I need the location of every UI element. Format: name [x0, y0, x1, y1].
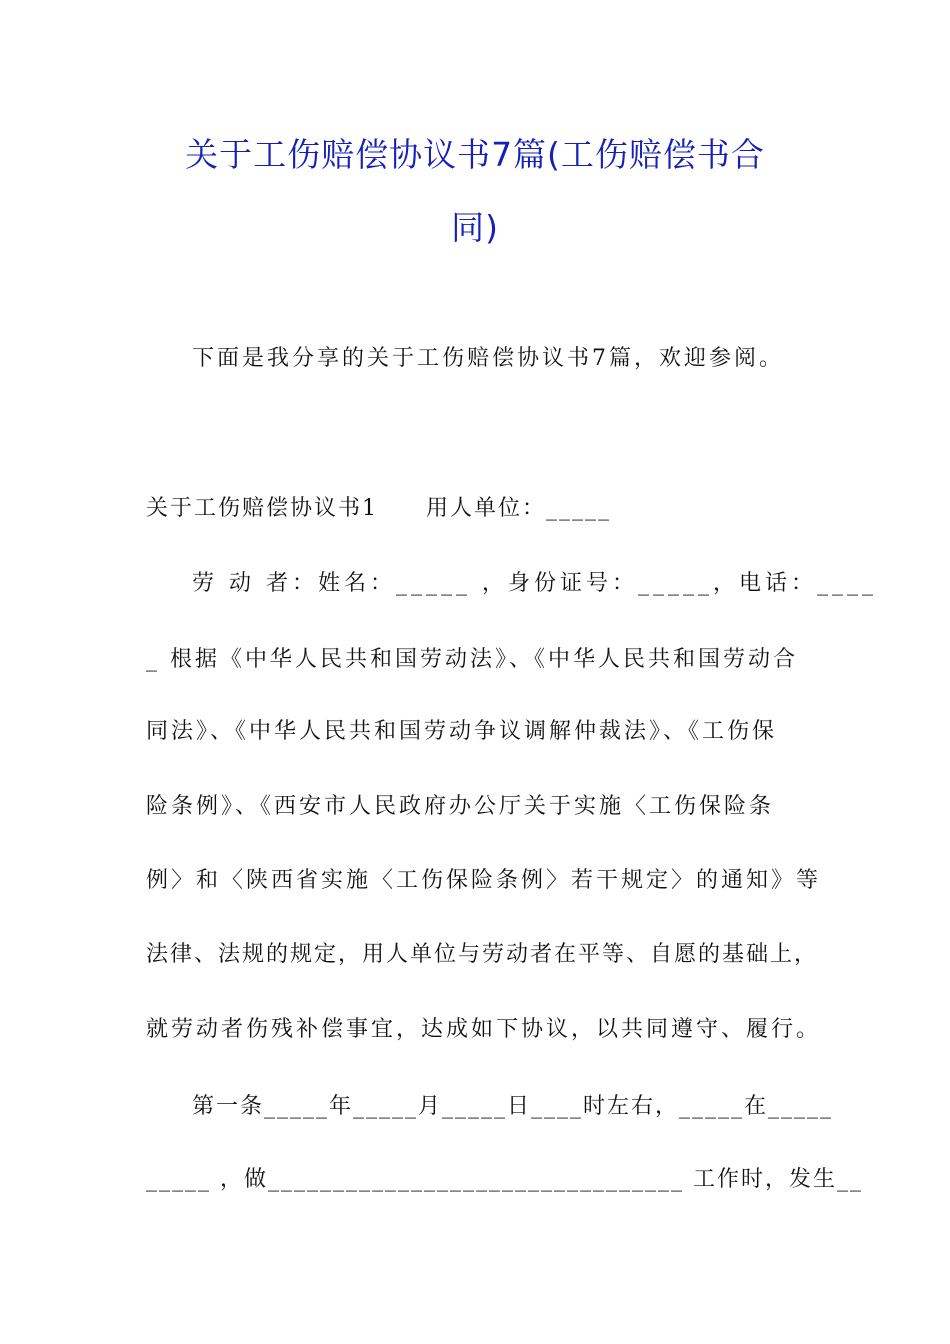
document-title-line-1: 关于工伤赔偿协议书7篇(工伤赔偿书合: [185, 135, 765, 174]
body-text-line: 同法》、《中华人民共和国劳动争议调解仲裁法》、《工伤保: [146, 719, 778, 744]
article-one-continuation-line: _____ ，做________________________________ 工作时，发生__: [146, 1167, 863, 1192]
agreement-heading-line: 关于工伤赔偿协议书1 用人单位：_____: [146, 496, 611, 521]
body-text-line: 例〉和〈陕西省实施〈工伤保险条例〉若干规定〉的通知》等: [146, 868, 822, 893]
intro-paragraph: 下面是我分享的关于工伤赔偿协议书7篇，欢迎参阅。: [192, 346, 784, 371]
body-text-line: 就劳动者伤残补偿事宜，达成如下协议，以共同遵守、履行。: [146, 1017, 822, 1042]
body-text-line: 险条例》、《西安市人民政府办公厅关于实施〈工伤保险条: [146, 794, 775, 819]
document-title-line-2: 同): [451, 208, 499, 247]
body-text-line: _ 根据《中华人民共和国劳动法》、《中华人民共和国劳动合: [146, 647, 798, 672]
body-text-line: 法律、法规的规定，用人单位与劳动者在平等、自愿的基础上，: [146, 942, 819, 967]
worker-info-line: 劳 动 者：姓名：_____ ，身份证号：_____，电话：____: [192, 571, 877, 596]
article-one-line: 第一条_____年_____月_____日____时左右，_____在_____: [192, 1094, 834, 1119]
